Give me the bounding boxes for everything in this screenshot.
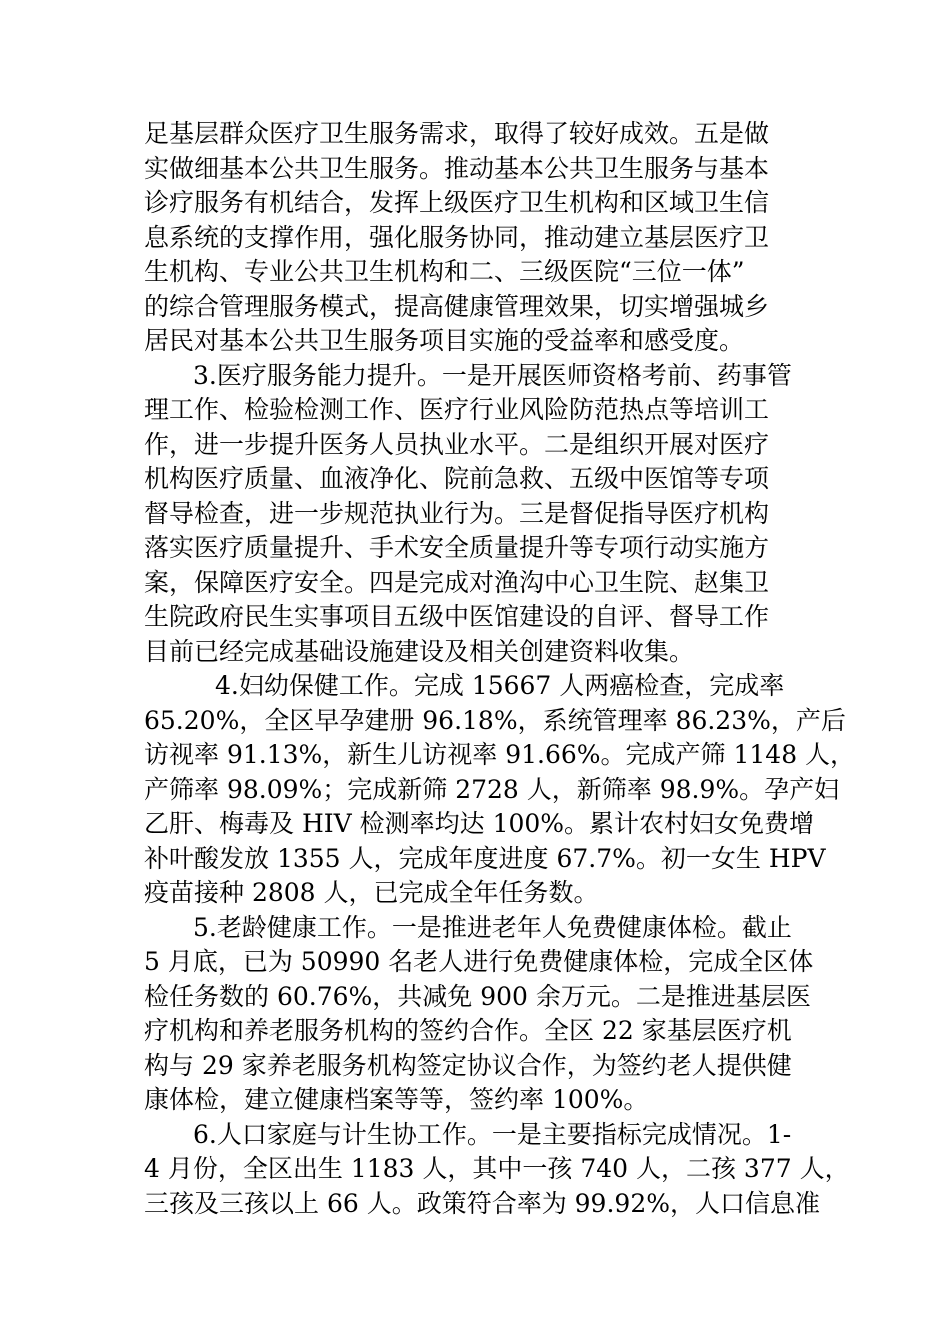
text-line: 5 月底，已为 50990 名老人进行免费健康体检，完成全区体 <box>144 947 814 976</box>
text-line: 的综合管理服务模式，提高健康管理效果，切实增强城乡 <box>144 291 770 321</box>
text-line: 检任务数的 60.76%，共减免 900 余万元。二是推进基层医 <box>144 981 811 1011</box>
text-line: 机构医疗质量、血液净化、院前急救、五级中医馆等专项 <box>144 464 770 493</box>
text-line: 乙肝、梅毒及 HIV 检测率均达 100%。累计农村妇女免费增 <box>144 809 815 838</box>
text-line: 目前已经完成基础设施建设及相关创建资料收集。 <box>144 636 695 666</box>
text-line: 居民对基本公共卫生服务项目实施的受益率和感受度。 <box>144 326 745 355</box>
text-line: 足基层群众医疗卫生服务需求，取得了较好成效。五是做 <box>144 119 770 148</box>
text-line: 生机构、专业公共卫生机构和二、三级医院“三位一体” <box>144 257 745 286</box>
section-5-heading-line: 5.老龄健康工作。一是推进老年人免费健康体检。截止 <box>193 912 792 942</box>
text-line: 息系统的支撑作用，强化服务协同，推动建立基层医疗卫 <box>144 222 770 252</box>
text-line: 作，进一步提升医务人员执业水平。二是组织开展对医疗 <box>144 429 770 459</box>
document-body <box>144 117 856 1221</box>
text-line: 康体检，建立健康档案等等，签约率 100%。 <box>144 1085 649 1114</box>
text-line: 补叶酸发放 1355 人，完成年度进度 67.7%。初一女生 HPV <box>144 843 826 873</box>
text-line: 实做细基本公共卫生服务。推动基本公共卫生服务与基本 <box>144 153 770 183</box>
text-line: 落实医疗质量提升、手术安全质量提升等专项行动实施方 <box>144 533 770 562</box>
section-6-heading-line: 6.人口家庭与计生协工作。一是主要指标完成情况。1- <box>193 1119 792 1149</box>
text-line: 三孩及三孩以上 66 人。政策符合率为 99.92%，人口信息准 <box>144 1188 820 1218</box>
text-line: 产筛率 98.09%；完成新筛 2728 人，新筛率 98.9%。孕产妇 <box>144 774 840 804</box>
text-line: 4 月份，全区出生 1183 人，其中一孩 740 人，二孩 377 人， <box>144 1154 850 1183</box>
section-4-heading-line: 4.妇幼保健工作。完成 15667 人两癌检查，完成率 <box>215 671 785 700</box>
text-line: 理工作、检验检测工作、医疗行业风险防范热点等培训工 <box>144 395 770 424</box>
text-line: 疫苗接种 2808 人，已完成全年任务数。 <box>144 878 599 907</box>
text-line: 访视率 91.13%，新生儿访视率 91.66%。完成产筛 1148 人， <box>144 740 856 769</box>
text-line: 案，保障医疗安全。四是完成对渔沟中心卫生院、赵集卫 <box>144 567 770 597</box>
section-3-heading-line: 3.医疗服务能力提升。一是开展医师资格考前、药事管 <box>193 360 792 390</box>
text-line: 构与 29 家养老服务机构签定协议合作，为签约老人提供健 <box>144 1050 792 1080</box>
text-line: 疗机构和养老服务机构的签约合作。全区 22 家基层医疗机 <box>144 1016 792 1045</box>
text-line: 督导检查，进一步规范执业行为。三是督促指导医疗机构 <box>144 498 770 528</box>
text-line: 65.20%，全区早孕建册 96.18%，系统管理率 86.23%，产后 <box>144 705 846 735</box>
text-line: 诊疗服务有机结合，发挥上级医疗卫生机构和区域卫生信 <box>144 188 770 217</box>
text-line: 生院政府民生实事项目五级中医馆建设的自评、督导工作 <box>144 602 770 631</box>
